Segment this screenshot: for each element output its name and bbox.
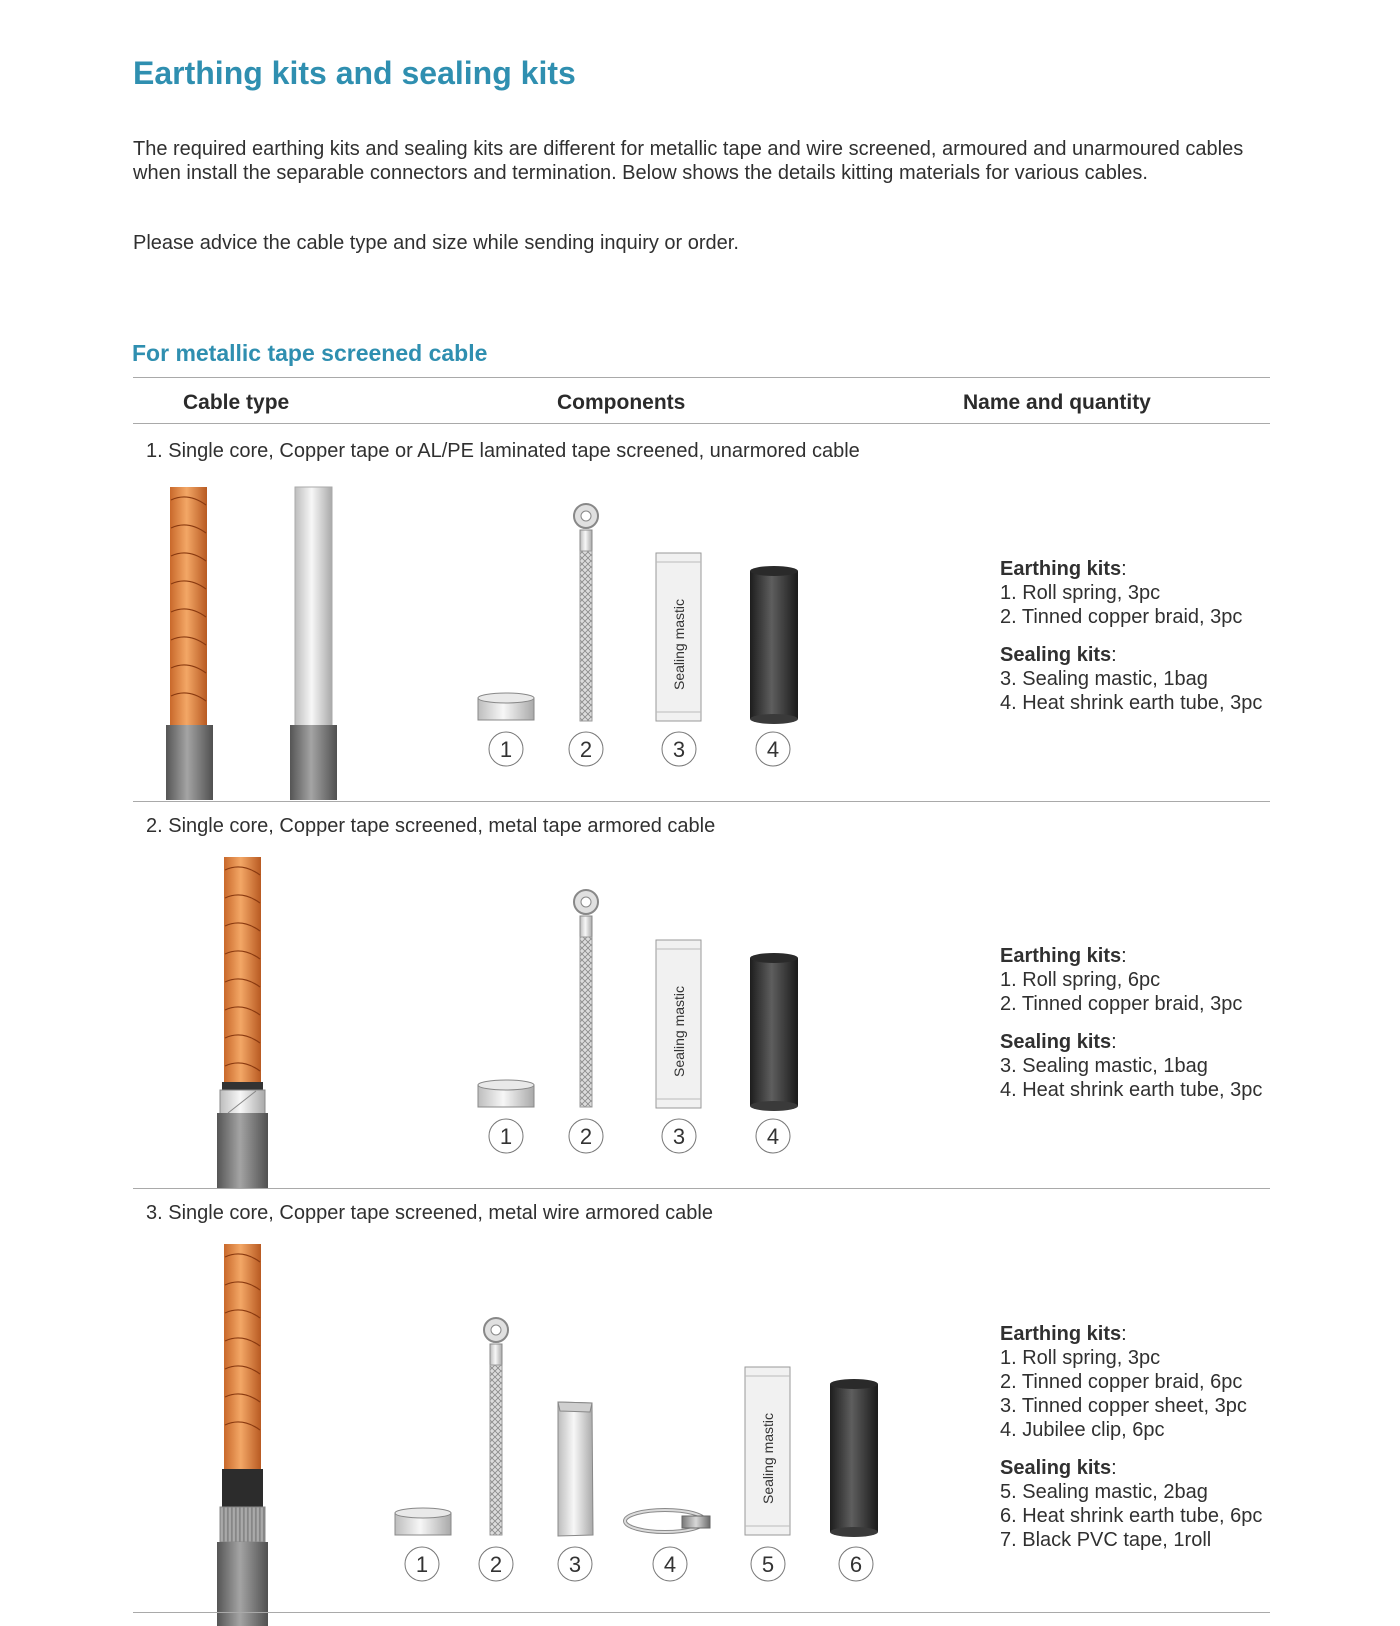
svg-text:5: 5	[761, 1552, 775, 1577]
sealing-mastic-label: Sealing mastic	[760, 1412, 776, 1504]
sealing-kits-heading: Sealing kits	[1000, 1457, 1112, 1479]
sealing-mastic-label: Sealing mastic	[671, 985, 687, 1077]
svg-text:4: 4	[663, 1552, 677, 1577]
page-title: Earthing kits and sealing kits	[133, 55, 576, 91]
svg-text:6: 6	[849, 1552, 863, 1577]
svg-text:4: 4	[766, 737, 780, 762]
item-number-3	[558, 1547, 592, 1581]
item-number-4	[653, 1547, 687, 1581]
item-number-1	[405, 1547, 439, 1581]
svg-text:2: 2	[579, 737, 593, 762]
item-number-6	[839, 1547, 873, 1581]
kit-item: 1. Roll spring, 6pc	[1000, 969, 1161, 991]
jubilee-clip-icon	[625, 1510, 710, 1532]
kit-item: 1. Roll spring, 3pc	[1000, 582, 1161, 604]
earthing-kits-heading: Earthing kits	[1000, 945, 1122, 967]
row-divider	[133, 1612, 1270, 1613]
svg-text:3: 3	[672, 1124, 686, 1149]
svg-text:1: 1	[499, 737, 513, 762]
kit-item: 6. Heat shrink earth tube, 6pc	[1000, 1505, 1263, 1527]
row-1-kits-list: Earthing kits: 1. Roll spring, 3pc 2. Tinned copper braid, 3pc Sealing kits: 3. Sealing mastic, 1bag 4. Heat shrink earth tube, 3pc	[1000, 558, 1263, 714]
roll-spring-icon	[395, 1508, 451, 1535]
item-number-2	[479, 1547, 513, 1581]
kit-item: 2. Tinned copper braid, 3pc	[1000, 993, 1243, 1015]
item-number-5	[751, 1547, 785, 1581]
heat-shrink-tube-icon	[830, 1379, 878, 1537]
armored-wire-cable-icon	[217, 1244, 268, 1626]
intro-paragraph: The required earthing kits and sealing kits are different for metallic tape and wire screened, armoured and unarmoured cables when install the separable connectors and termination. Below shows the details kitting materials for various cables.	[133, 138, 1244, 184]
row-3-kits-list: Earthing kits: 1. Roll spring, 3pc 2. Tinned copper braid, 6pc 3. Tinned copper sheet, 3pc 4. Jubilee clip, 6pc Sealing kits: 5. Sealing mastic, 2bag 6. Heat shrink earth tube, 6pc 7. Black PVC tape, 1roll	[1000, 1323, 1263, 1551]
svg-text:2: 2	[489, 1552, 503, 1577]
earthing-kits-heading: Earthing kits	[1000, 558, 1122, 580]
sealing-mastic-label: Sealing mastic	[671, 598, 687, 690]
kit-item: 4. Heat shrink earth tube, 3pc	[1000, 692, 1263, 714]
svg-text:1: 1	[499, 1124, 513, 1149]
row-1-title: 1. Single core, Copper tape or AL/PE laminated tape screened, unarmored cable	[146, 440, 860, 462]
tinned-copper-sheet-icon	[558, 1402, 593, 1536]
kit-item: 7. Black PVC tape, 1roll	[1000, 1529, 1212, 1551]
kit-item: 3. Sealing mastic, 1bag	[1000, 668, 1208, 690]
column-header-name-quantity: Name and quantity	[963, 391, 1151, 414]
kit-item: 3. Tinned copper sheet, 3pc	[1000, 1395, 1247, 1417]
sealing-kits-heading: Sealing kits	[1000, 1031, 1112, 1053]
row-3-title: 3. Single core, Copper tape screened, metal wire armored cable	[146, 1202, 713, 1224]
svg-text:4: 4	[766, 1124, 780, 1149]
svg-text:3: 3	[672, 737, 686, 762]
svg-text:3: 3	[568, 1552, 582, 1577]
kit-item: 3. Sealing mastic, 1bag	[1000, 1055, 1208, 1077]
earthing-kits-heading: Earthing kits	[1000, 1323, 1122, 1345]
inquiry-note: Please advice the cable type and size while sending inquiry or order.	[133, 232, 739, 254]
column-header-cable-type: Cable type	[183, 391, 290, 414]
section-title: For metallic tape screened cable	[132, 340, 488, 366]
kit-item: 2. Tinned copper braid, 6pc	[1000, 1371, 1243, 1393]
kit-item: 5. Sealing mastic, 2bag	[1000, 1481, 1208, 1503]
kit-item: 4. Jubilee clip, 6pc	[1000, 1419, 1165, 1441]
row-2-title: 2. Single core, Copper tape screened, metal tape armored cable	[146, 815, 716, 837]
tinned-copper-braid-icon	[484, 1318, 508, 1535]
svg-text:2: 2	[579, 1124, 593, 1149]
kit-item: 1. Roll spring, 3pc	[1000, 1347, 1161, 1369]
kit-item: 2. Tinned copper braid, 3pc	[1000, 606, 1243, 628]
sealing-mastic-icon	[745, 1367, 790, 1535]
kit-item: 4. Heat shrink earth tube, 3pc	[1000, 1079, 1263, 1101]
column-header-components: Components	[557, 391, 686, 414]
sealing-kits-heading: Sealing kits	[1000, 644, 1112, 666]
svg-text:1: 1	[415, 1552, 429, 1577]
row-2-kits-list: Earthing kits: 1. Roll spring, 6pc 2. Tinned copper braid, 3pc Sealing kits: 3. Sealing mastic, 1bag 4. Heat shrink earth tube, 3pc	[1000, 945, 1263, 1101]
